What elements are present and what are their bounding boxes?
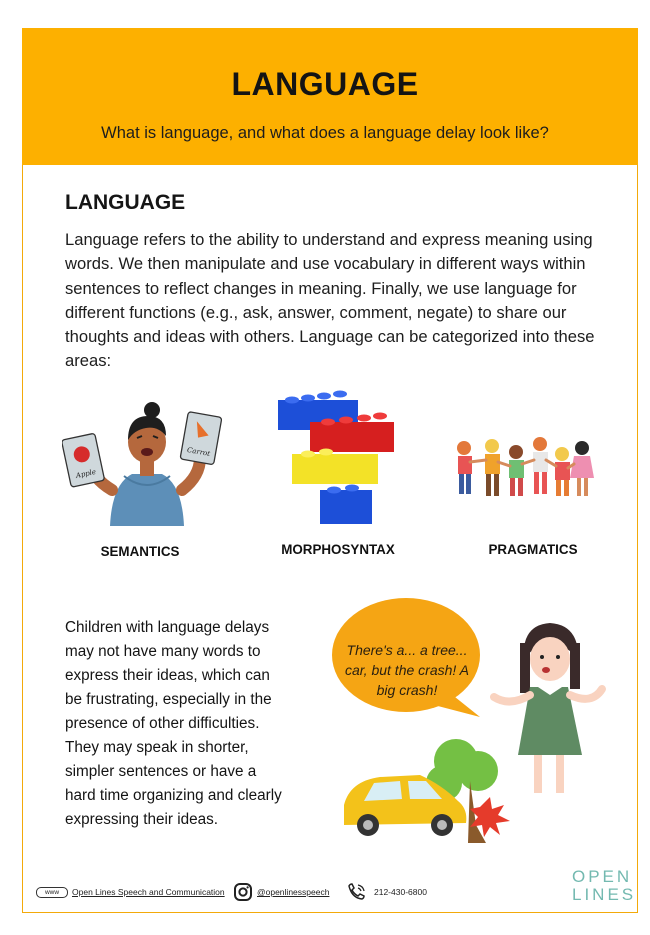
morphosyntax-illustration xyxy=(274,390,399,530)
area-label-semantics: SEMANTICS xyxy=(100,544,180,559)
page-subtitle: What is language, and what does a language delay look like? xyxy=(101,124,549,142)
open-lines-logo: OPEN LINES xyxy=(572,867,637,904)
instagram-handle[interactable]: @openlinesspeech xyxy=(257,887,330,897)
area-label-morphosyntax: MORPHOSYNTAX xyxy=(281,542,395,557)
page-title: LANGUAGE xyxy=(231,66,419,102)
language-delay-illustration xyxy=(330,575,620,850)
section-heading: LANGUAGE xyxy=(65,191,186,214)
footer-website[interactable] xyxy=(36,882,225,902)
delay-paragraph: Children with language delays may not have many words to express their ideas, which can be frustrating, especially in the presence of other difficulties. They may speak in shorter, simpler sentences or have a hard time organizing and clearly expressing their ideas. xyxy=(65,619,282,828)
phone-icon xyxy=(346,882,368,902)
area-label-pragmatics: PRAGMATICS xyxy=(488,542,578,557)
website-link[interactable]: Open Lines Speech and Communication xyxy=(72,887,225,897)
intro-paragraph: Language refers to the ability to understand and express meaning using words. We then manipulate and use vocabulary in different ways within sentences to reflect changes in meaning. Finally, we use language for different functions (e.g., ask, answer, comment, negate) to share our thoughts and ideas with others. Language can be categorized into these areas: xyxy=(65,230,595,371)
speech-bubble-text: There's a... a tree... car, but the crash! A big crash! xyxy=(345,642,469,698)
phone-number[interactable]: 212-430-6800 xyxy=(374,887,427,897)
pragmatics-illustration xyxy=(450,432,598,504)
card-right-label: Carrot xyxy=(186,446,211,458)
web-icon: www xyxy=(36,887,68,898)
card-left-label: Apple xyxy=(75,467,97,480)
instagram-icon xyxy=(234,883,252,901)
footer-instagram[interactable] xyxy=(234,882,329,902)
semantics-illustration xyxy=(62,398,222,528)
footer-phone[interactable] xyxy=(346,882,427,902)
